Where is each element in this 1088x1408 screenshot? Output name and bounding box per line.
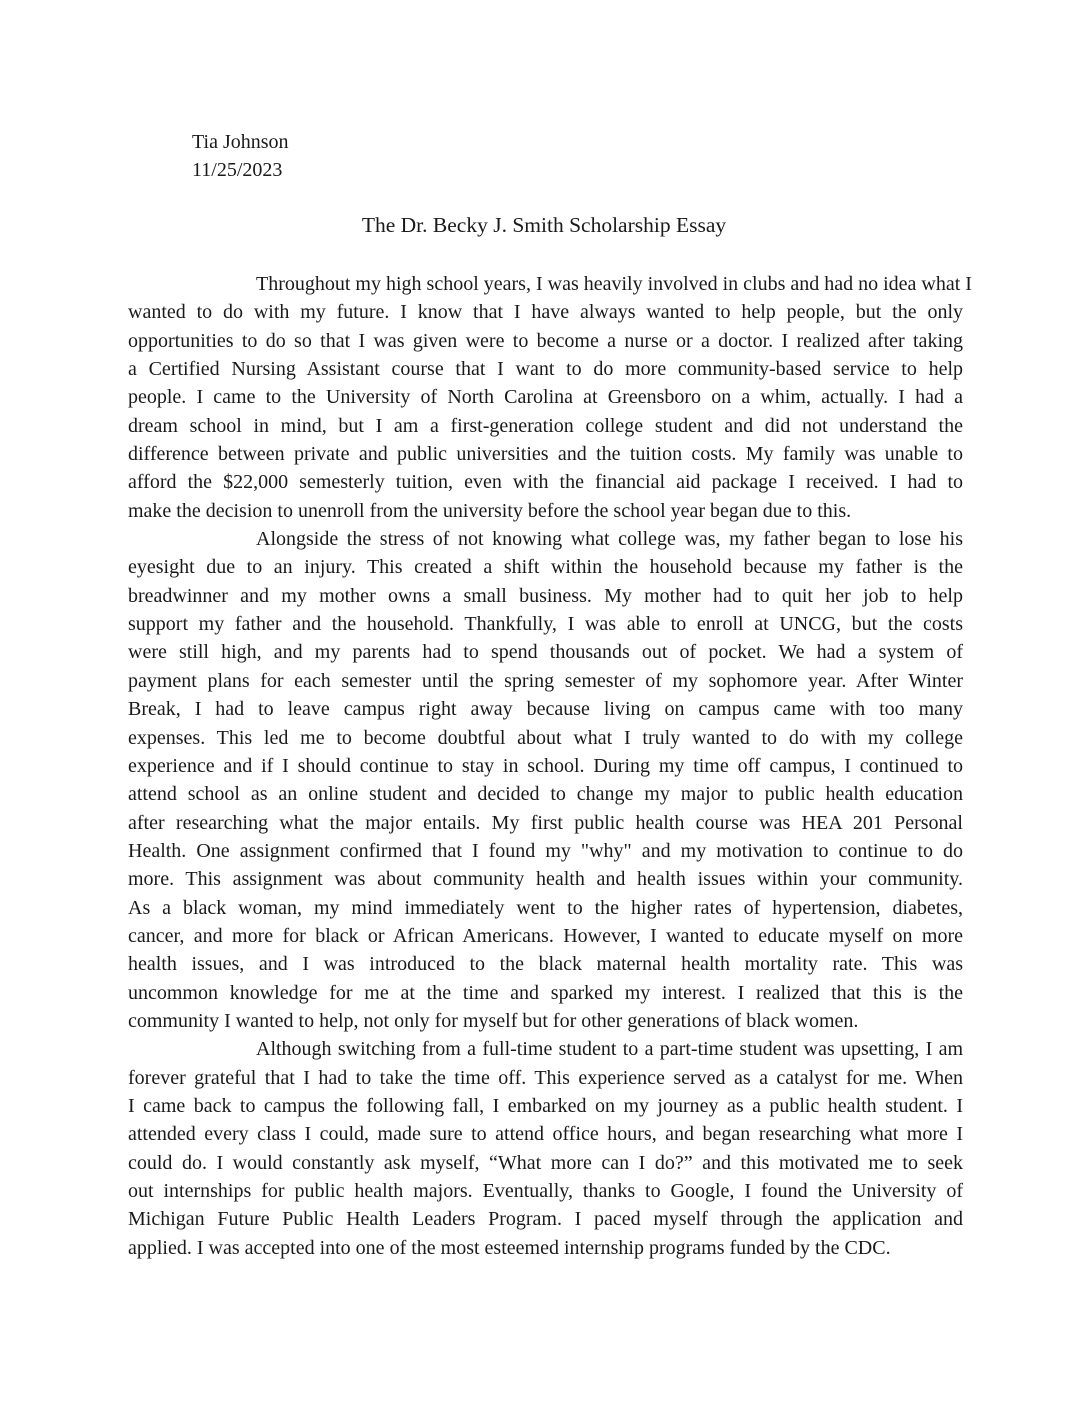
document-date: 11/25/2023 <box>192 159 283 182</box>
essay-title: The Dr. Becky J. Smith Scholarship Essay <box>361 213 727 237</box>
text-line: Alongside the stress of not knowing what college was, my father began to lose his <box>256 528 963 551</box>
text-line: expenses. This led me to become doubtful about what I truly wanted to do with my college <box>128 726 963 749</box>
text-line: people. I came to the University of North Carolina at Greensboro on a whim, actually. I had a <box>128 386 963 409</box>
text-line: could do. I would constantly ask myself, “What more can I do?” and this motivated me to seek <box>128 1151 963 1174</box>
essay-body <box>128 270 972 1262</box>
paragraph <box>128 1035 963 1262</box>
text-line: eyesight due to an injury. This created a shift within the household because my father is the <box>128 556 963 579</box>
text-line: applied. I was accepted into one of the most esteemed internship programs funded by the CDC. <box>128 1236 891 1259</box>
author-name: Tia Johnson <box>192 131 289 153</box>
text-line: Throughout my high school years, I was heavily involved in clubs and had no idea what I <box>256 273 972 295</box>
text-line: I came back to campus the following fall, I embarked on my journey as a public health student. I <box>128 1094 963 1117</box>
text-line: out internships for public health majors. Eventually, thanks to Google, I found the University of <box>128 1180 963 1202</box>
text-line: a Certified Nursing Assistant course that I want to do more community-based service to help <box>128 358 963 381</box>
text-line: dream school in mind, but I am a first-generation college student and did not understand the <box>128 414 963 437</box>
text-line: Although switching from a full-time student to a part-time student was upsetting, I am <box>256 1038 963 1061</box>
text-line: more. This assignment was about community health and health issues within your community. <box>128 868 963 891</box>
text-line: afford the $22,000 semesterly tuition, even with the financial aid package I received. I had to <box>128 471 963 494</box>
text-line: after researching what the major entails. My first public health course was HEA 201 Personal <box>128 811 963 834</box>
text-line: attend school as an online student and decided to change my major to public health education <box>128 783 963 806</box>
text-line: forever grateful that I had to take the time off. This experience served as a catalyst for me. When <box>128 1066 963 1089</box>
text-line: support my father and the household. Thankfully, I was able to enroll at UNCG, but the costs <box>128 613 963 636</box>
text-line: community I wanted to help, not only for myself but for other generations of black women. <box>128 1009 859 1032</box>
document-header <box>192 128 289 185</box>
text-line: cancer, and more for black or African Americans. However, I wanted to educate myself on more <box>128 924 963 947</box>
text-line: difference between private and public universities and the tuition costs. My family was unable to <box>128 443 963 466</box>
text-line: uncommon knowledge for me at the time and sparked my interest. I realized that this is the <box>128 981 963 1004</box>
text-line: experience and if I should continue to stay in school. During my time off campus, I continued to <box>128 754 963 777</box>
text-line: were still high, and my parents had to spend thousands out of pocket. We had a system of <box>128 641 963 664</box>
text-line: Break, I had to leave campus right away because living on campus came with too many <box>128 698 963 721</box>
text-line: breadwinner and my mother owns a small business. My mother had to quit her job to help <box>128 584 963 607</box>
text-line: As a black woman, my mind immediately went to the higher rates of hypertension, diabetes, <box>128 896 963 919</box>
text-line: make the decision to unenroll from the university before the school year began due to this. <box>128 499 852 522</box>
paragraph <box>128 525 963 1035</box>
paragraph <box>128 270 972 525</box>
text-line: opportunities to do so that I was given were to become a nurse or a doctor. I realized after taking <box>128 329 963 352</box>
text-line: health issues, and I was introduced to the black maternal health mortality rate. This was <box>128 953 963 976</box>
text-line: Health. One assignment confirmed that I found my "why" and my motivation to continue to do <box>128 839 963 862</box>
text-line: payment plans for each semester until the spring semester of my sophomore year. After Winter <box>128 669 963 692</box>
text-line: Michigan Future Public Health Leaders Program. I paced myself through the application and <box>128 1208 963 1231</box>
text-line: attended every class I could, made sure to attend office hours, and began researching what more I <box>128 1123 963 1146</box>
text-line: wanted to do with my future. I know that I have always wanted to help people, but the only <box>128 301 963 324</box>
